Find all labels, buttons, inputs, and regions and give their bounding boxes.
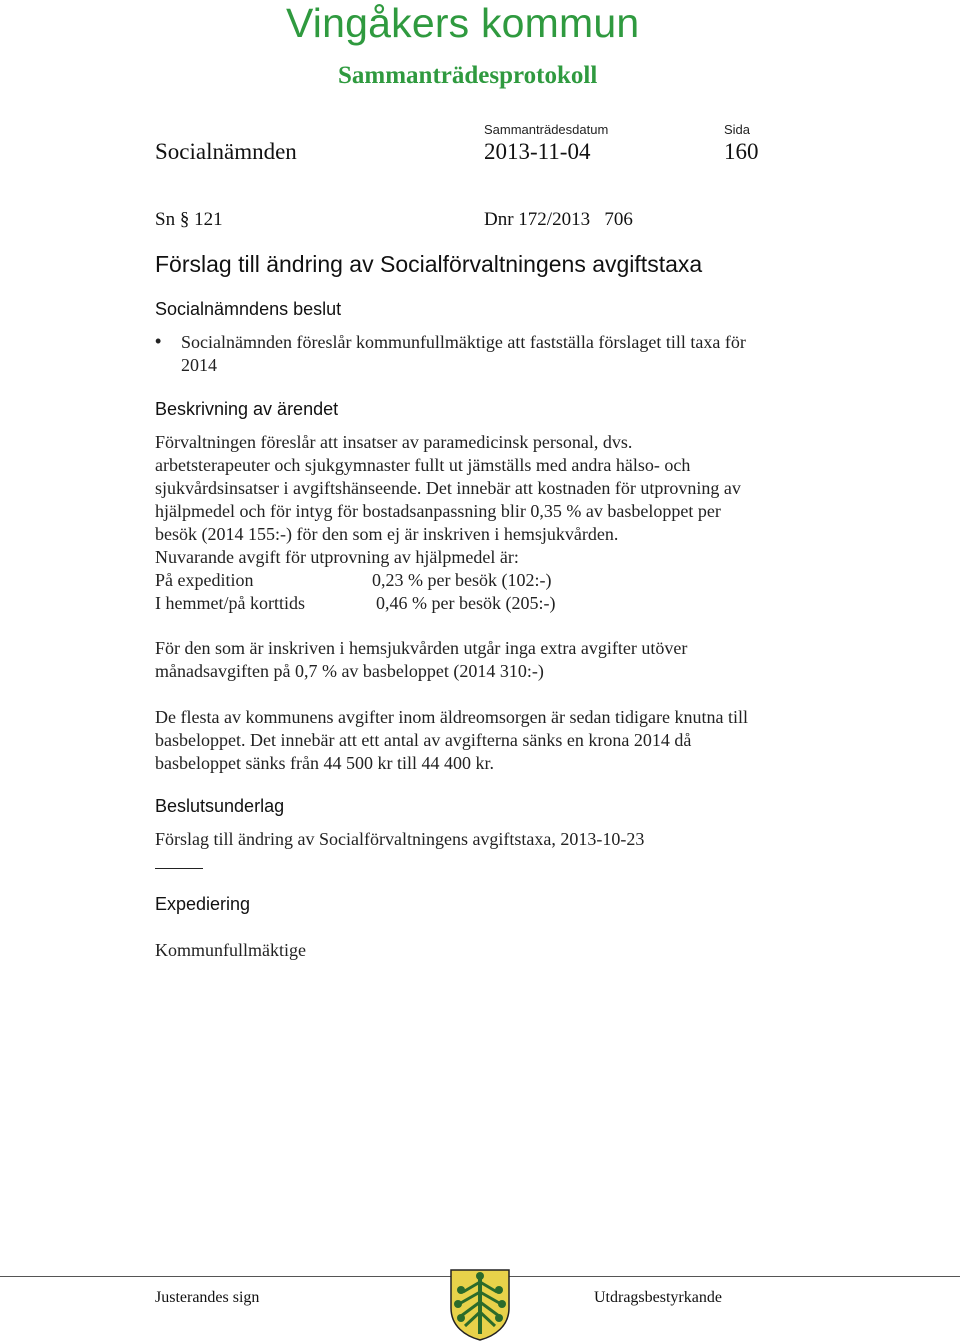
description-heading: Beskrivning av ärendet <box>155 399 339 419</box>
description-line: arbetsterapeuter och sjukgymnaster fullt ut jämställs med andra hälso- och <box>155 455 691 475</box>
bullet-icon: • <box>155 331 162 351</box>
committee-name: Socialnämnden <box>155 139 297 164</box>
description-line: sjukvårdsinsatser i avgiftshänseende. Det innebär att kostnaden för utprovning av <box>155 478 741 498</box>
document-type: Sammanträdesprotokoll <box>338 62 598 89</box>
page-label: Sida <box>724 122 751 137</box>
paragraph-line: månadsavgiften på 0,7 % av basbeloppet (2014 310:-) <box>155 661 544 681</box>
date-label: Sammanträdesdatum <box>484 122 609 137</box>
meeting-date: 2013-11-04 <box>484 139 591 164</box>
description-line: Förvaltningen föreslår att insatser av paramedicinsk personal, dvs. <box>155 432 633 452</box>
decision-heading: Socialnämndens beslut <box>155 299 342 319</box>
dispatch-heading: Expediering <box>155 894 251 914</box>
section-number: Sn § 121 <box>155 209 223 230</box>
separator-rule <box>155 868 203 869</box>
fee-value: 0,23 % per besök (102:-) <box>372 570 552 590</box>
description-line: hjälpmedel och för intyg för bostadsanpassning blir 0,35 % av basbeloppet per <box>155 501 721 521</box>
description-line: besök (2014 155:-) för den som ej är inskriven i hemsjukvården. <box>155 524 619 544</box>
basis-item: Förslag till ändring av Socialförvaltningens avgiftstaxa, 2013-10-23 <box>155 829 645 849</box>
description-line: Nuvarande avgift för utprovning av hjälpmedel är: <box>155 547 519 567</box>
basis-heading: Beslutsunderlag <box>155 796 285 816</box>
paragraph-line: basbeloppet sänks från 44 500 kr till 44 400 kr. <box>155 753 494 773</box>
signature-label: Justerandes sign <box>155 1289 260 1306</box>
fee-place: I hemmet/på korttids <box>155 593 305 613</box>
paragraph-line: För den som är inskriven i hemsjukvården utgår inga extra avgifter utöver <box>155 638 688 658</box>
paragraph-line: De flesta av kommunens avgifter inom äldreomsorgen är sedan tidigare knutna till <box>155 707 748 727</box>
dispatch-item: Kommunfullmäktige <box>155 940 306 960</box>
municipal-coat-of-arms-icon <box>449 1268 511 1342</box>
fee-place: På expedition <box>155 570 254 590</box>
case-title: Förslag till ändring av Socialförvaltningens avgiftstaxa <box>155 251 703 277</box>
decision-text-line1: Socialnämnden föreslår kommunfullmäktige att fastställa förslaget till taxa för <box>181 332 746 352</box>
diary-number: Dnr 172/2013 706 <box>484 209 633 230</box>
org-name: Vingåkers kommun <box>286 0 640 46</box>
decision-text-line2: 2014 <box>181 355 217 375</box>
page-number: 160 <box>724 139 759 164</box>
paragraph-line: basbeloppet. Det innebär att ett antal av avgifterna sänks en krona 2014 då <box>155 730 692 750</box>
certification-label: Utdragsbestyrkande <box>594 1289 722 1306</box>
fee-value: 0,46 % per besök (205:-) <box>376 593 556 613</box>
